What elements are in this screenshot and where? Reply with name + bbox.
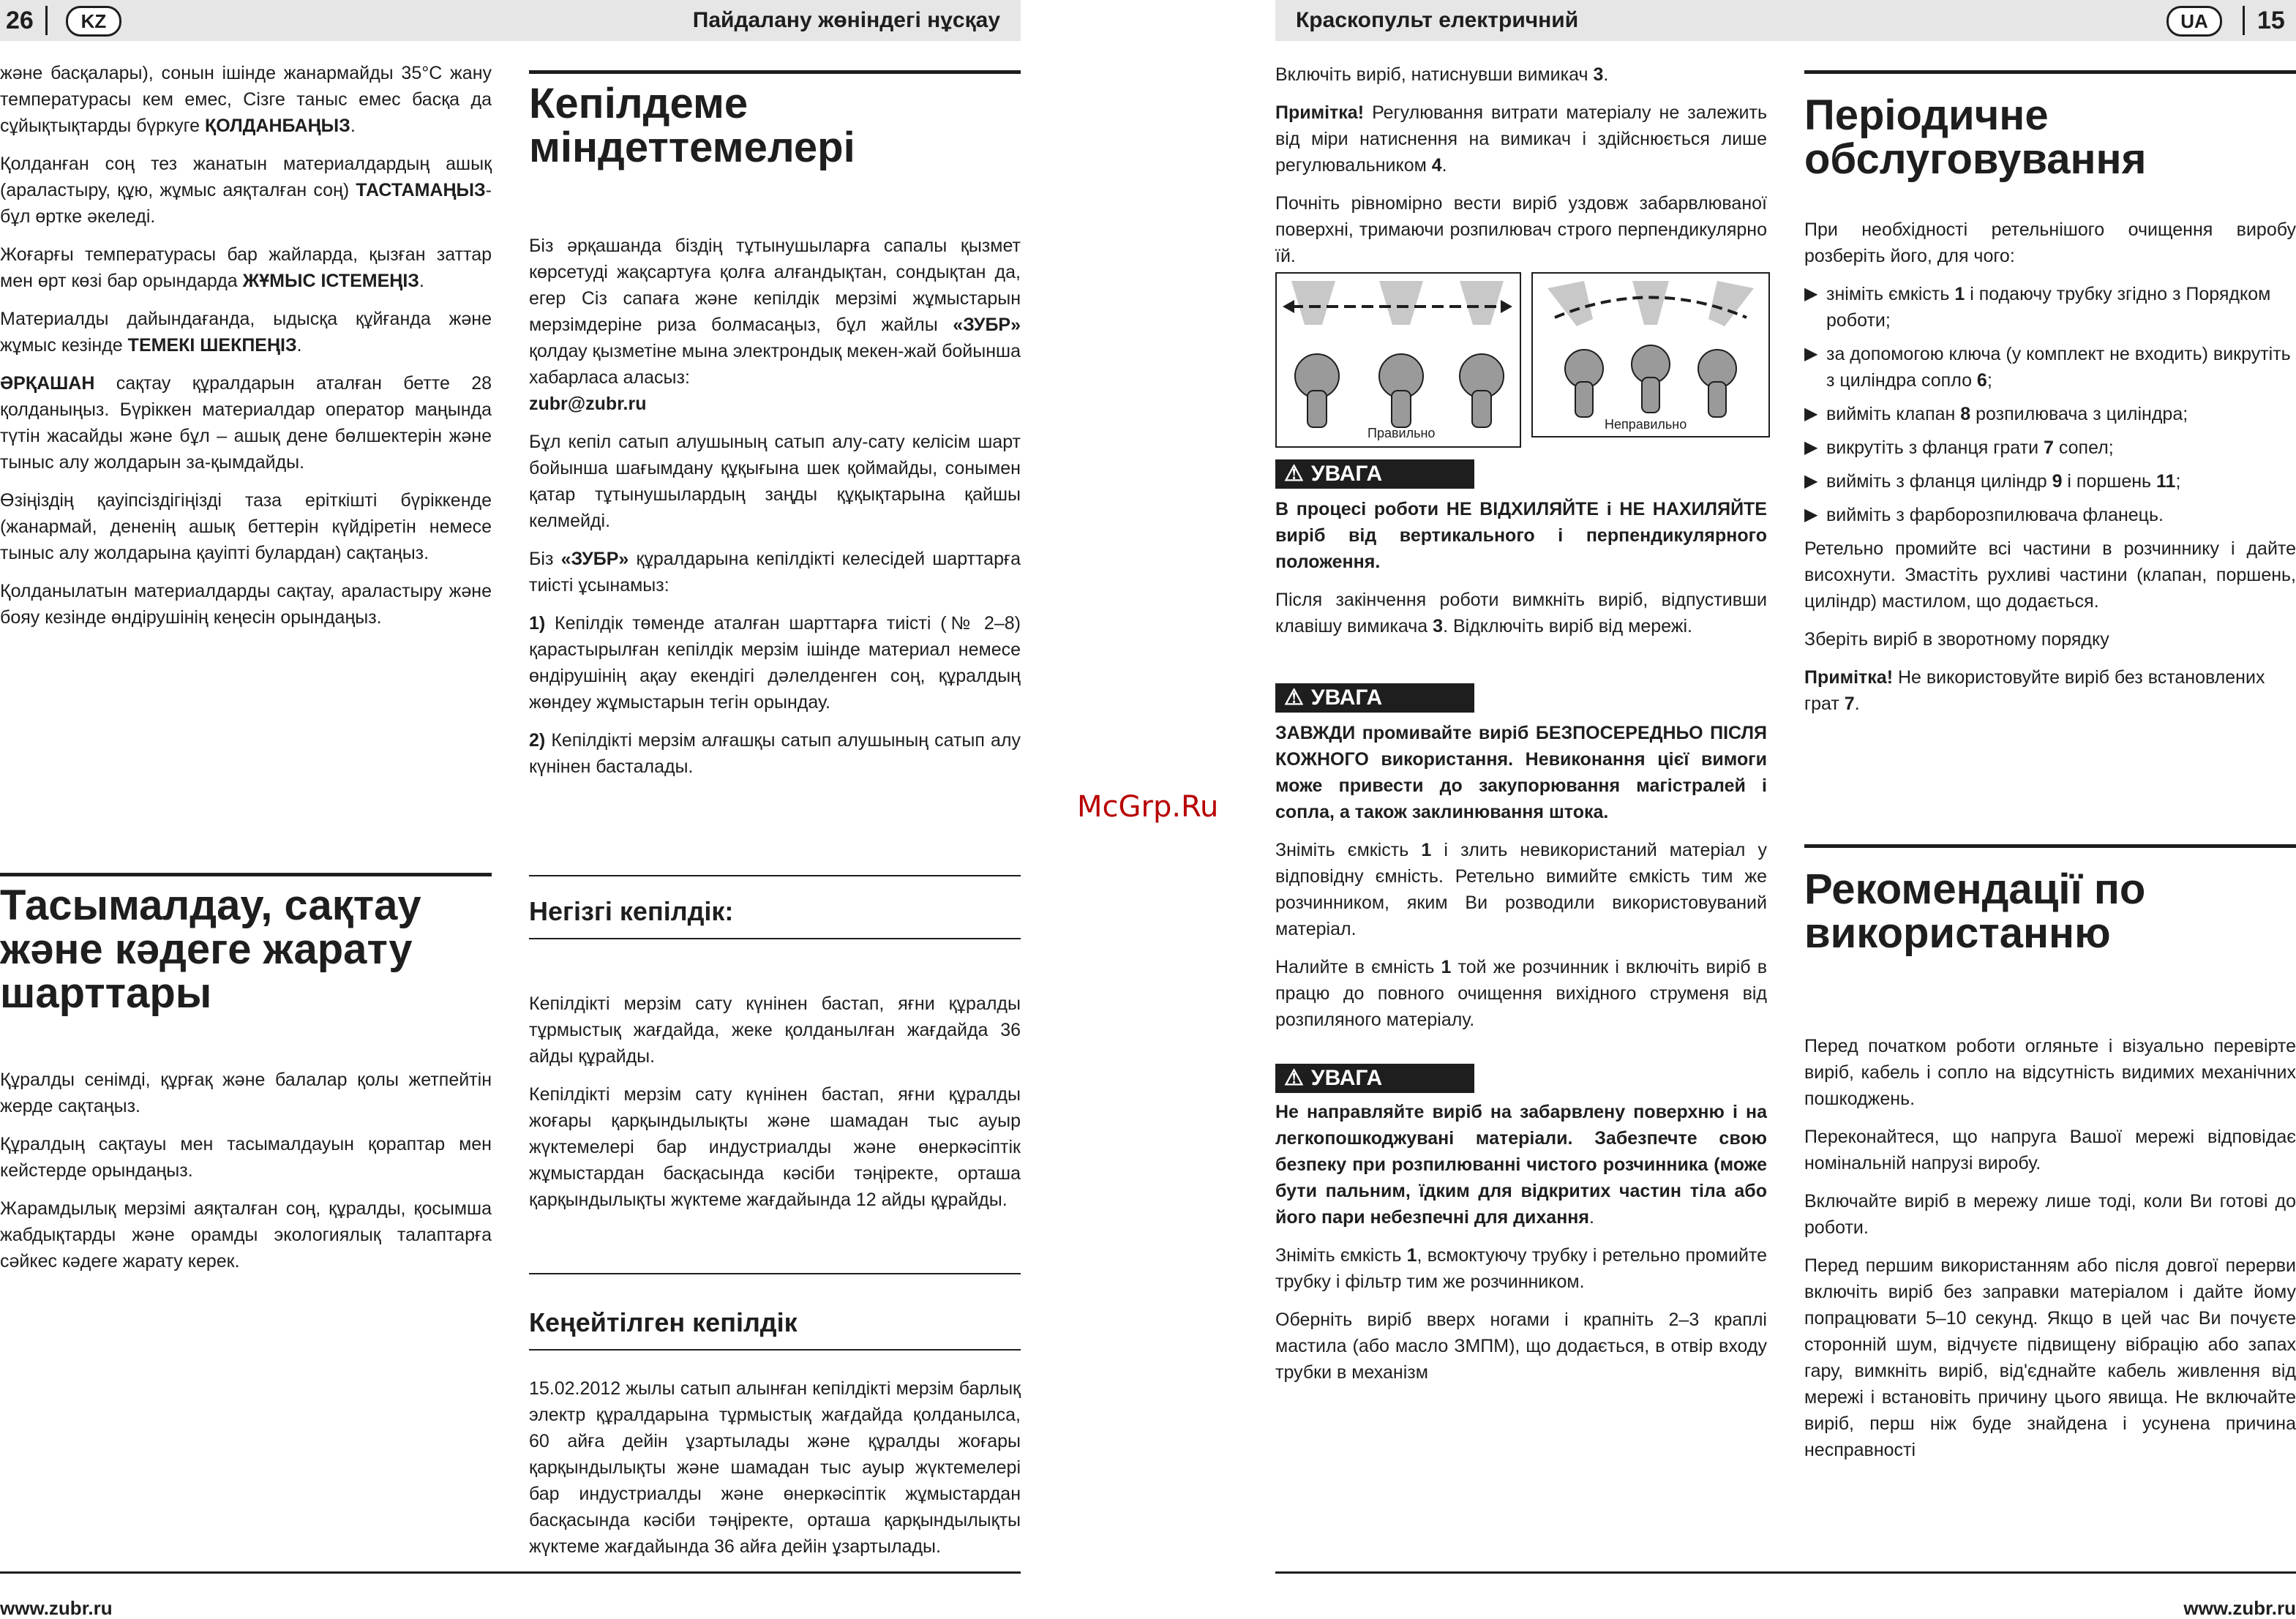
- left-footer-rule: [0, 1571, 1021, 1574]
- ua-paragraph-oil: Оберніть виріб вверх ногами і крапніть 2–3 краплі мастила (або масло ЗМПМ), що додається, в отвір входу трубки в механізм: [1275, 1310, 1767, 1383]
- warranty-paragraph-2: Бұл кепіл сатып алушының сатып алу-сату келісім шарт бойынша шағымдану құқығына шек қоймайды, сонымен қатар тұтынушылардың заңды құқықтарына қайшы келмейді.: [529, 432, 1021, 531]
- header-separator: [45, 6, 48, 35]
- maintenance-title-text: Періодичне обслуговування: [1804, 91, 2147, 183]
- watermark: McGrp.Ru: [1077, 790, 1219, 824]
- lang-badge-kz: KZ: [66, 6, 121, 37]
- right-page-title: Краскопульт електричний: [1296, 8, 1579, 32]
- transport-paragraph-3: Жарамдылық мерзімі аяқталған соң, құралды, қосымша жабдықтарды және орамды экологиялық талаптарға сәйкес кәдеге жарату керек.: [0, 1198, 492, 1271]
- maintenance-steps: [1804, 281, 2296, 528]
- recommendations-paragraph-2: Переконайтеся, що напруга Вашої мережі відповідає номінальній напрузі виробу.: [1804, 1127, 2296, 1173]
- ua-paragraph-rinse: Зніміть ємкість 1, всмоктуючу трубку і ретельно промийте трубку і фільтр тим же розчинником.: [1275, 1245, 1767, 1292]
- bullet-arrow-icon: ▶: [1804, 284, 1818, 304]
- warranty-intro: Біз әрқашанда біздің тұтынушыларға сапалы қызмет көрсетуді жақсартуға қолға алғандықтан, сондықтан да, егер Сіз сапаға және кепілдік мерзімі жұмыстарын мерзімдеріне риза болмасаңыз, бұл жайлы «ЗУБР» қолдау қызметіне мына электрондық мекен-жай бойынша хабарласа аласыз: zubr@zubr.ru: [529, 236, 1021, 414]
- kz-paragraph-5: ӘРҚАШАН сақтау құралдарын аталған бетте 28 қолданыңыз. Бүріккен материалдар оператор маңында түтін жасайды және бұл – ашық дене бөлшектерін және тыныс алу жолдарын за-қымдайды.: [0, 373, 492, 473]
- right-page-number: 15: [2257, 7, 2285, 34]
- transport-section-body: [0, 1067, 492, 1286]
- spray-cone: [1460, 281, 1504, 325]
- recommendations-paragraph-4: Перед першим використанням або після довгої перерви включіть виріб без заправки матеріалом і дайте йому попрацювати 5–10 секунд. Якщо в цей час Ви почуєте сторонній шум, відчуєте підвищену вібрацію або запах гару, вимкніть виріб, від'єднайте кабель живлення від мережі і встановіть причину цього явища. Не включайте виріб, перш ніж буде знайдена і усунена причина несправності: [1804, 1255, 2296, 1460]
- bullet-arrow-icon: ▶: [1804, 471, 1818, 491]
- left-column-1: [0, 60, 492, 642]
- transport-section-title: [0, 884, 498, 1015]
- ua-paragraph-spray: Почніть рівномірно вести виріб уздовж забарвлюваної поверхні, тримаючи розпилювач строго перпендикулярно їй.: [1275, 193, 1767, 266]
- warning-triangle-icon: ⚠: [1284, 685, 1304, 710]
- maintenance-section-title: [1804, 91, 2296, 183]
- right-footer-rule: [1275, 1571, 2296, 1574]
- section-rule: [529, 70, 1021, 74]
- ua-paragraph-switch-on: Включіть виріб, натиснувши вимикач 3.: [1275, 64, 1609, 85]
- recommendations-paragraph-3: Включайте виріб в мережу лише тоді, коли Ви готові до роботи.: [1804, 1191, 2296, 1238]
- extended-warranty-paragraph: 15.02.2012 жылы сатып алынған кепілдікті мерзім барлық электр құралдарына тұрмыстық жағдайда қолданылса, 60 айға дейін ұзартылады және құралды жоғары қарқындылықты және шамадан тыс ауыр жүктемелері бар индустриалды және өнеркәсіптік жұмыстардан басқасында кәсіби тәңіректе, орташа қарқындылықты жүктеме жағдайында 36 айға дейін ұзартылады.: [529, 1378, 1021, 1557]
- list-item: ▶ зніміть ємкість 1 і подаючу трубку згідно з Порядком роботи;: [1804, 281, 2296, 334]
- extended-warranty-body: [529, 1375, 1021, 1571]
- list-item: ▶ викрутіть з фланця грати 7 сопел;: [1804, 435, 2296, 461]
- list-item: ▶ вийміть клапан 8 розпилювача з циліндра;: [1804, 401, 2296, 427]
- warning-block-3: [1275, 1099, 1767, 1397]
- arrow-head: [1283, 300, 1294, 313]
- figure-correct: [1275, 272, 1521, 448]
- kz-paragraph-2: Қолданған соң тез жанатын материалдардың ашық (араластыру, құю, жұмыс аяқталған соң) ТАСТАМАҢЫЗ-бұл өртке әкеледі.: [0, 154, 492, 227]
- right-page-header: [1275, 0, 2296, 41]
- transport-paragraph-1: Құралды сенімді, құрғақ және балалар қолы жетпейтін жерде сақтаңыз.: [0, 1070, 492, 1116]
- list-item: ▶ вийміть з фарборозпилювача фланець.: [1804, 502, 2296, 528]
- warranty-section-title: [529, 82, 1021, 170]
- right-column-3: [1275, 61, 1767, 281]
- sprayer-handle: [1392, 391, 1411, 427]
- left-page-number: 26: [6, 7, 34, 34]
- arrow-head: [1501, 300, 1512, 313]
- warning-block-2: [1275, 720, 1767, 1045]
- bullet-arrow-icon: ▶: [1804, 437, 1818, 457]
- subsection-rule: [529, 875, 1021, 876]
- basic-warranty-heading: [529, 895, 733, 928]
- ua-note-flow: Примітка! Регулювання витрати матеріалу не залежить від міри натиснення на вимикач і здійснюється лише регулювальником 4.: [1275, 102, 1767, 176]
- transport-paragraph-2: Құралдың сақтауы мен тасымалдауын қораптар мен кейстерде орындаңыз.: [0, 1134, 492, 1181]
- warning-text-1: В процесі роботи НЕ ВІДХИЛЯЙТЕ і НЕ НАХИЛЯЙТЕ виріб від вертикального і перпендикулярного положення.: [1275, 499, 1767, 572]
- figure-correct-drawing: [1277, 274, 1520, 446]
- warning-banner: [1275, 459, 1474, 489]
- support-email: zubr@zubr.ru: [529, 394, 647, 414]
- section-rule: [1804, 70, 2296, 74]
- recommendations-title-text: Рекомендації по використанню: [1804, 865, 2146, 957]
- list-item: ▶ вийміть з фланця циліндр 9 і поршень 11;: [1804, 468, 2296, 495]
- warning-triangle-icon: ⚠: [1284, 462, 1304, 486]
- recommendations-paragraph-1: Перед початком роботи огляньте і візуально перевірте виріб, кабель і сопло на відсутність видимих механічних пошкоджень.: [1804, 1036, 2296, 1109]
- maintenance-note: Примітка! Не використовуйте виріб без встановлених грат 7.: [1804, 667, 2265, 714]
- warning-label: УВАГА: [1310, 685, 1383, 710]
- warning-label: УВАГА: [1310, 462, 1383, 486]
- kz-paragraph-1: және басқалары), сонын ішінде жанармайды 35°С жану температурасы кем емес, Сізге таныс емес басқа да сұйықтықтарды бүркуге ҚОЛДАНБАҢЫЗ.: [0, 63, 492, 136]
- warning-label: УВАГА: [1310, 1066, 1383, 1090]
- spray-cone: [1708, 281, 1754, 326]
- right-column-4: [1804, 217, 2296, 729]
- basic-warranty-body: [529, 991, 1021, 1225]
- subsection-rule: [529, 1273, 1021, 1274]
- basic-warranty-paragraph-1: Кепілдікті мерзім сату күнінен бастап, яғни құралды тұрмыстық жағдайда, жеке қолданылған жағдайда 36 айды құрайды.: [529, 993, 1021, 1067]
- ua-paragraph-drain: Зніміть ємкість 1 і злить невикористаний матеріал у відповідну ємність. Ретельно вимийте ємкість тим же розчинником, яким Ви розводили використовуваний матеріал.: [1275, 840, 1768, 939]
- warning-block-1: [1275, 496, 1767, 651]
- section-rule: [1804, 844, 2296, 848]
- list-item: ▶ за допомогою ключа (у комплект не входить) викрутіть з циліндра сопло 6;: [1804, 341, 2296, 394]
- right-footer-url[interactable]: www.zubr.ru: [2183, 1597, 2296, 1619]
- warning-text-2: ЗАВЖДИ промивайте виріб БЕЗПОСЕРЕДНЬО ПІСЛЯ КОЖНОГО використання. Невиконання цієї вимоги може привести до закупорювання магістралей і сопла, а також заклинювання штока.: [1275, 723, 1767, 822]
- figure-caption-correct: Правильно: [1368, 426, 1436, 440]
- bullet-arrow-icon: ▶: [1804, 404, 1818, 424]
- left-footer-url[interactable]: www.zubr.ru: [0, 1597, 113, 1619]
- warranty-condition-2: 2) Кепілдікті мерзім алғашқы сатып алушының сатып алу күнінен басталады.: [529, 730, 1021, 777]
- header-separator: [2243, 6, 2245, 35]
- warning-triangle-icon: ⚠: [1284, 1066, 1304, 1090]
- kz-paragraph-4: Материалды дайындағанда, ыдысқа құйғанда және жұмыс кезінде ТЕМЕКІ ШЕКПЕҢІЗ.: [0, 309, 492, 356]
- spray-cone: [1379, 281, 1423, 325]
- maintenance-paragraph-1: Ретельно промийте всі частини в розчиннику і дайте висохнути. Змастіть рухливі частини (клапан, поршень, циліндр) мастилом, що додається.: [1804, 538, 2296, 612]
- sprayer-handle: [1308, 391, 1327, 427]
- warning-banner: [1275, 683, 1474, 713]
- spray-cone: [1547, 281, 1593, 326]
- left-page-header: [0, 0, 1021, 41]
- subsection-rule: [529, 1349, 1021, 1351]
- subsection-rule: [529, 938, 1021, 939]
- spray-cone: [1632, 281, 1669, 325]
- spray-cone: [1291, 281, 1335, 325]
- sprayer-handle: [1575, 382, 1593, 417]
- figure-caption-incorrect: Неправильно: [1605, 417, 1687, 432]
- section-rule: [0, 873, 492, 876]
- sprayer-handle: [1642, 377, 1659, 413]
- kz-paragraph-7: Қолданылатын материалдарды сақтау, араластыру және бояу кезінде өндірушінің кеңесін орындаңыз.: [0, 581, 492, 628]
- figure-incorrect: [1531, 272, 1770, 437]
- basic-warranty-paragraph-2: Кепілдікті мерзім сату күнінен бастап, яғни құралды жоғары қарқындылықты және шамадан тыс ауыр жүктемелері бар индустриалды және өнеркәсіптік жұмыстардан басқасында кәсіби тәңіректе, орташа қарқындылықты жүктеме жағдайында 12 айды құрайды.: [529, 1084, 1021, 1210]
- kz-paragraph-3: Жоғарғы температурасы бар жайларда, қызған заттар мен өрт көзі бар орындарда ЖҰМЫС ІСТЕМЕҢІЗ.: [0, 244, 492, 291]
- warranty-paragraph-3: Біз «ЗУБР» құралдарына кепілдікті келесідей шарттарға тиісті ұсынамыз:: [529, 549, 1021, 596]
- warning-text-3: Не направляйте виріб на забарвлену поверхню і на легкопошкоджувані матеріали. Забезпечте свою безпеку при розпилюванні чистого розчинника (може бути пальним, їдким для відкритих частин тіла або його пари небезпечні для дихання.: [1275, 1102, 1767, 1228]
- basic-warranty-title: Негізгі кепілдік:: [529, 896, 734, 926]
- warranty-title-text: Кепілдеме міндеттемелері: [529, 80, 855, 171]
- bullet-arrow-icon: ▶: [1804, 505, 1818, 525]
- transport-title-text: Тасымалдау, сақтау және кәдеге жарату шарттары: [0, 882, 421, 1017]
- sprayer-handle: [1708, 382, 1726, 417]
- lang-badge-ua: UA: [2166, 6, 2222, 37]
- ua-paragraph-switch-off: Після закінчення роботи вимкніть виріб, відпустивши клавішу вимикача 3. Відключіть виріб від мережі.: [1275, 590, 1767, 636]
- maintenance-intro: При необхідності ретельнішого очищення виробу розберіть його, для чого:: [1804, 219, 2296, 266]
- maintenance-paragraph-2: Зберіть виріб в зворотному порядку: [1804, 629, 2109, 650]
- kz-paragraph-6: Өзіңіздің қауіпсіздігіңізді таза еріткішті бүріккенде (жанармай, дененің ашық беттерін күйдіретін немесе тыныс алу жолдарына қауіпті булардан) сақтаңыз.: [0, 490, 492, 563]
- warranty-condition-1: 1) Кепілдік төменде аталған шарттарға тиісті (№ 2–8) қарастырылған кепілдік мерзім ішінде материал немесе өндірушінің ақау екендігі дәлелденген соң, құралдың жөндеу жұмыстарын тегін орындау.: [529, 613, 1021, 713]
- warning-banner: [1275, 1064, 1474, 1093]
- figure-incorrect-drawing: [1533, 274, 1768, 436]
- sprayer-handle: [1472, 391, 1491, 427]
- extended-warranty-heading: [529, 1307, 798, 1339]
- recommendations-body: [1804, 1033, 2296, 1475]
- ua-paragraph-solvent: Налийте в ємність 1 той же розчинник і включіть виріб в працю до повного очищення вихідного струменя від розпиляного матеріалу.: [1275, 957, 1767, 1030]
- bullet-arrow-icon: ▶: [1804, 344, 1818, 364]
- recommendations-section-title: [1804, 865, 2296, 957]
- left-page-title: Пайдалану жөніндегі нұсқау: [692, 8, 1000, 32]
- left-column-2: [529, 233, 1021, 792]
- extended-warranty-title: Кеңейтілген кепілдік: [529, 1307, 798, 1337]
